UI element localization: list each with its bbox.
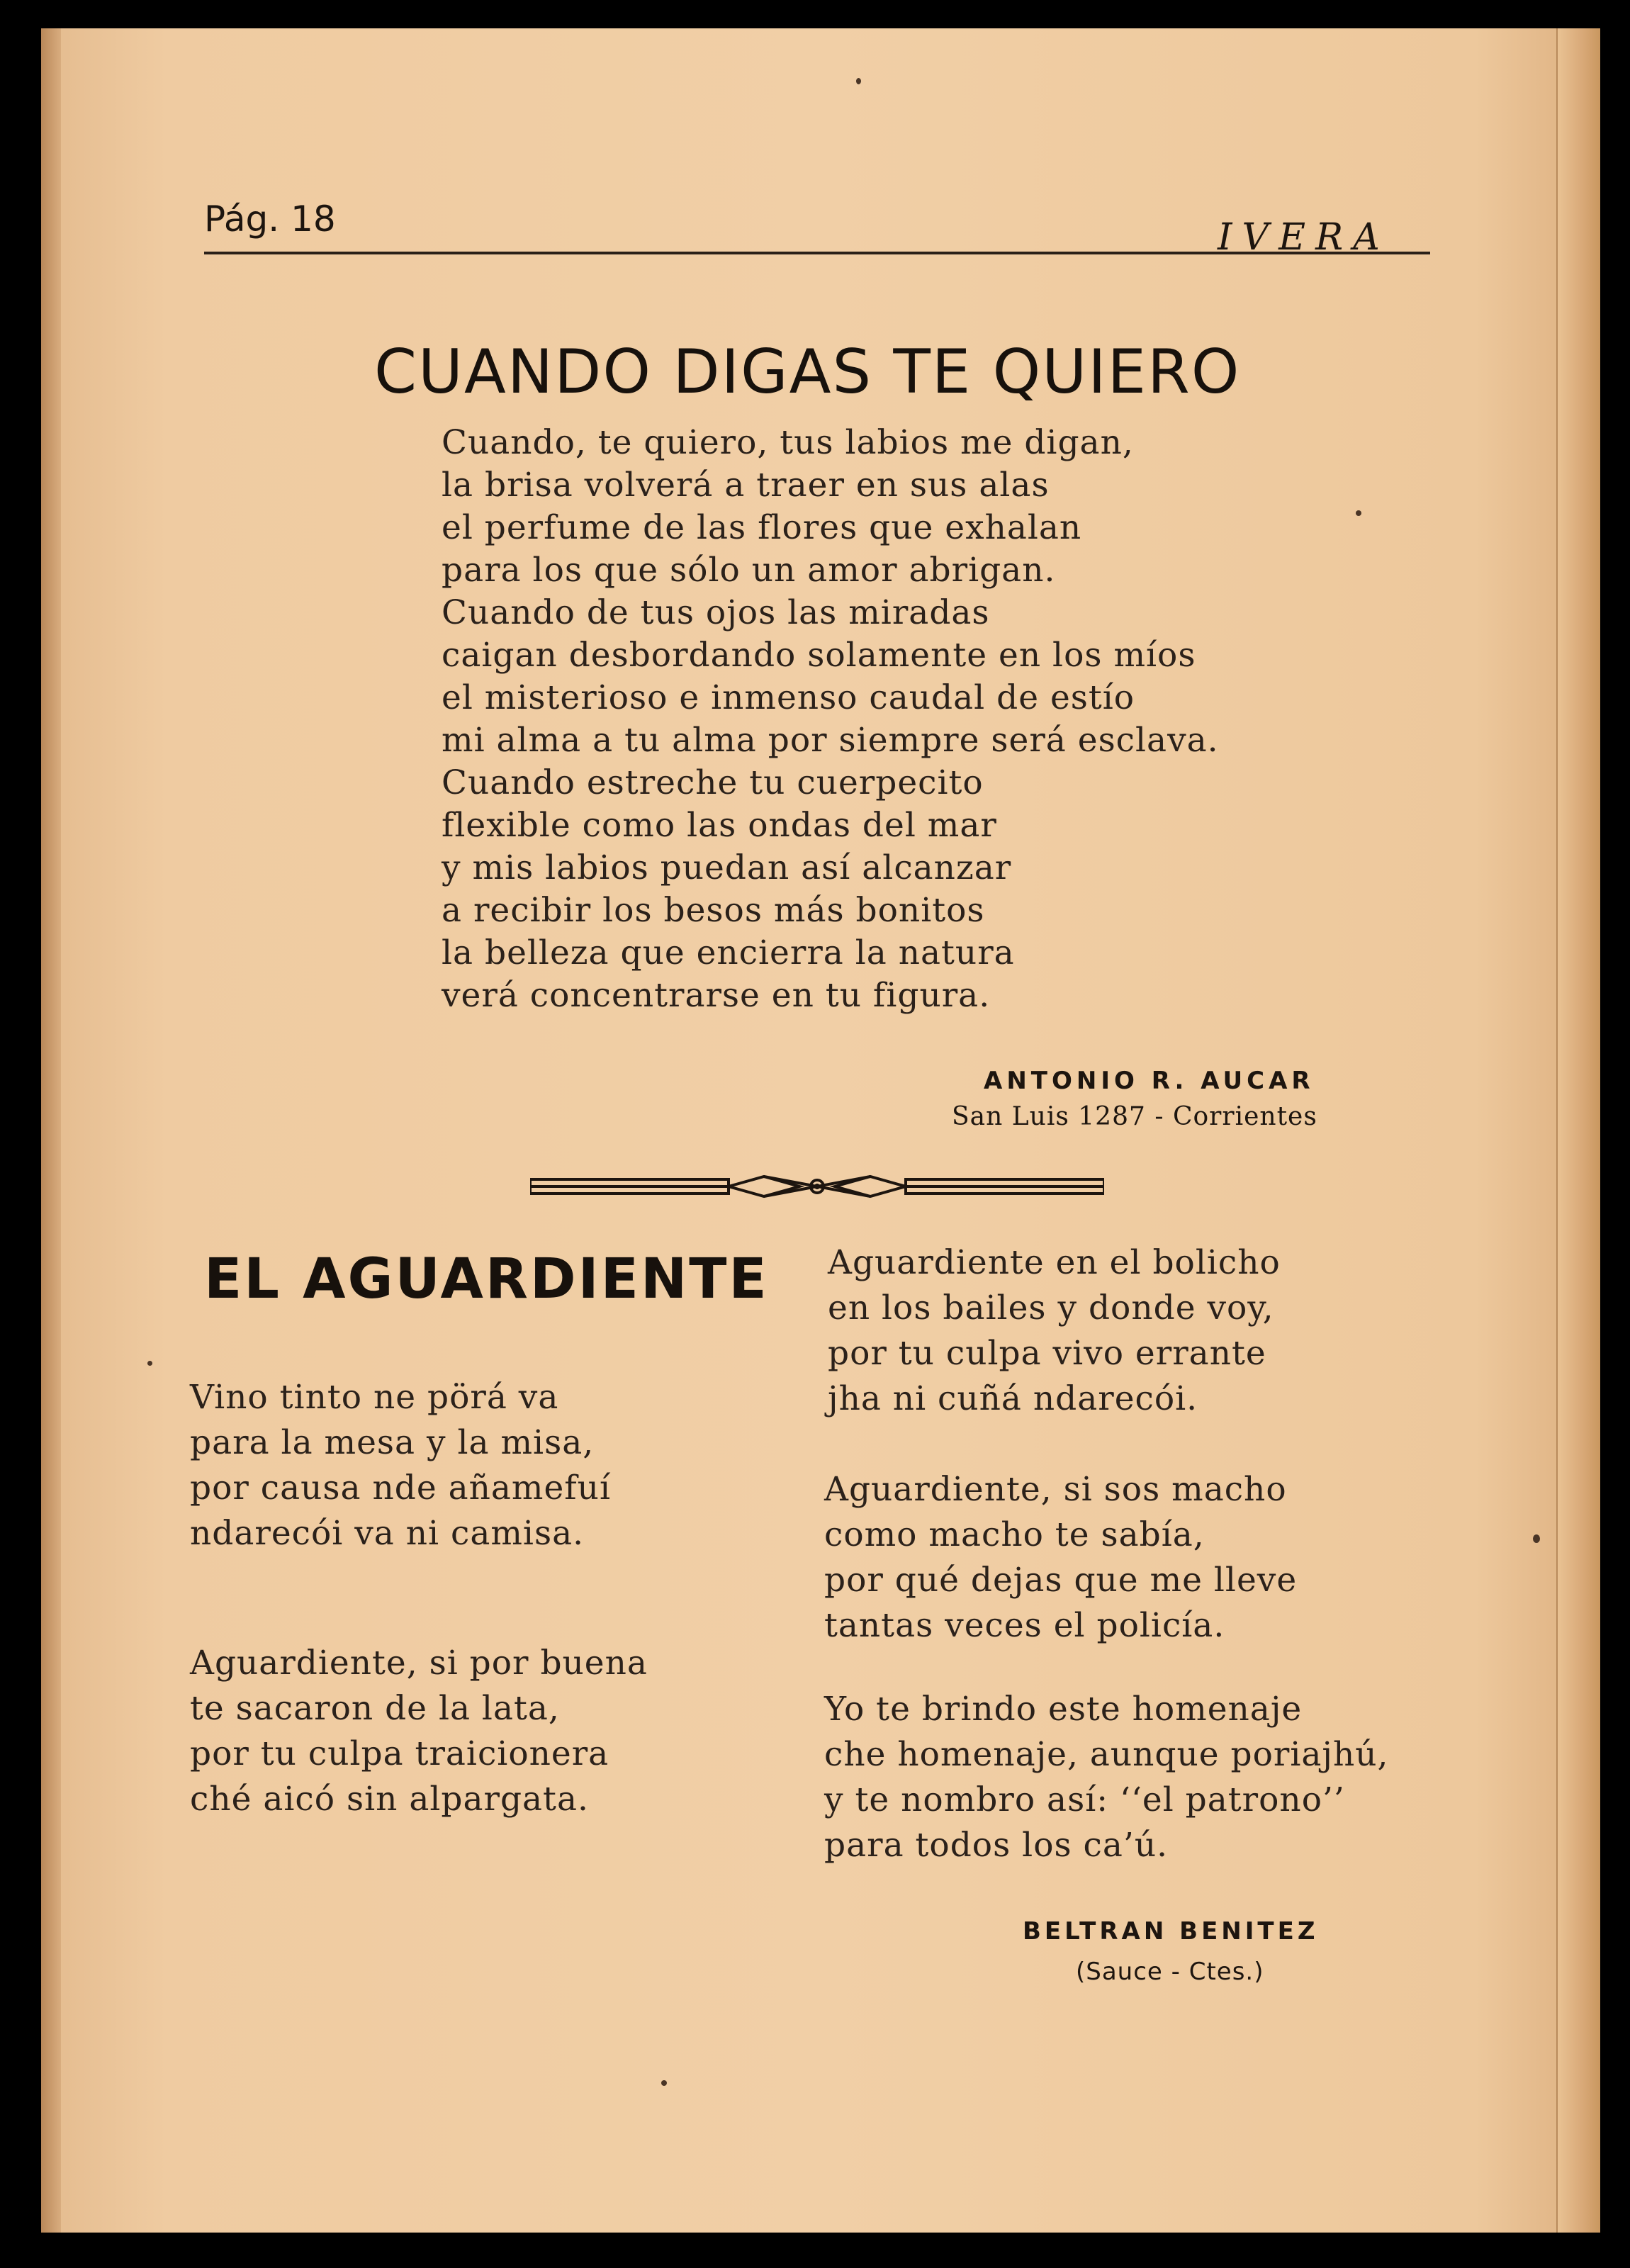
poem-body — [442, 422, 1320, 1017]
verse-line: por tu culpa traicionera — [190, 1734, 609, 1773]
magazine-name: IVERA — [1218, 216, 1390, 259]
poem-author: ANTONIO R. AUCAR — [984, 1067, 1315, 1095]
verse-line: a recibir los besos más bonitos — [442, 891, 985, 930]
verse-line: mi alma a tu alma por siempre será esclava. — [442, 721, 1219, 760]
paper-speck — [856, 78, 861, 84]
paper-speck — [661, 2080, 667, 2086]
ornamental-divider — [530, 1169, 1104, 1205]
verse-line: para la mesa y la misa, — [190, 1423, 595, 1462]
verse-line: Aguardiente en el bolicho — [828, 1243, 1281, 1282]
verse-line: ndarecói va ni camisa. — [190, 1514, 585, 1553]
verse-line: para todos los ca’ú. — [824, 1826, 1169, 1865]
paper-speck — [147, 1361, 152, 1366]
page-binding-shadow — [41, 28, 61, 2233]
verse-line: caigan desbordando solamente en los míos — [442, 636, 1196, 675]
stanza — [824, 1687, 1388, 1868]
poem-author-secondary: BELTRAN BENITEZ — [1023, 1917, 1319, 1946]
page-edge — [1556, 28, 1600, 2233]
verse-line: jha ni cuñá ndarecói. — [828, 1379, 1198, 1418]
verse-line: Cuando estreche tu cuerpecito — [442, 763, 984, 802]
verse-line: te sacaron de la lata, — [190, 1689, 560, 1728]
magazine-page — [41, 28, 1600, 2233]
stanza — [190, 1641, 648, 1822]
verse-line: por qué dejas que me lleve — [824, 1561, 1298, 1600]
verse-line: en los bailes y donde voy, — [828, 1289, 1274, 1327]
verse-line: para los que sólo un amor abrigan. — [442, 551, 1056, 590]
verse-line: Cuando de tus ojos las miradas — [442, 593, 990, 632]
verse-line: como macho te sabía, — [824, 1515, 1205, 1554]
verse-line: Vino tinto ne pörá va — [190, 1378, 559, 1417]
verse-line: flexible como las ondas del mar — [442, 806, 997, 845]
verse-line: verá concentrarse en tu figura. — [442, 976, 991, 1015]
verse-line: por tu culpa vivo errante — [828, 1334, 1266, 1373]
stanza — [824, 1467, 1297, 1649]
stanza — [190, 1375, 611, 1556]
verse-line: la belleza que encierra la natura — [442, 933, 1015, 972]
poem-title: CUANDO DIGAS TE QUIERO — [374, 337, 1241, 408]
verse-line: Aguardiente, si por buena — [190, 1644, 648, 1683]
verse-line: tantas veces el policía. — [824, 1606, 1225, 1645]
verse-line: y mis labios puedan así alcanzar — [442, 848, 1012, 887]
verse-line: el misterioso e inmenso caudal de estío — [442, 678, 1135, 717]
poem-author-location-secondary: (Sauce - Ctes.) — [1076, 1958, 1264, 1986]
paper-speck — [1356, 510, 1361, 516]
poem-title-secondary: EL AGUARDIENTE — [204, 1247, 769, 1311]
paper-speck — [1533, 1534, 1540, 1543]
verse-line: Cuando, te quiero, tus labios me digan, — [442, 423, 1134, 462]
header-rule — [204, 252, 1430, 254]
verse-line: Yo te brindo este homenaje — [824, 1690, 1303, 1729]
verse-line: por causa nde añamefuí — [190, 1469, 611, 1508]
verse-line: y te nombro así: ‘‘el patrono’’ — [824, 1780, 1345, 1819]
verse-line: ché aicó sin alpargata. — [190, 1780, 589, 1819]
verse-line: che homenaje, aunque poriajhú, — [824, 1735, 1389, 1774]
verse-line: Aguardiente, si sos macho — [824, 1470, 1287, 1509]
verse-line: la brisa volverá a traer en sus alas — [442, 466, 1050, 505]
verse-line: el perfume de las flores que exhalan — [442, 508, 1082, 547]
poem-author-location: San Luis 1287 - Corrientes — [952, 1102, 1317, 1131]
stanza — [828, 1240, 1281, 1422]
page-number: Pág. 18 — [204, 198, 336, 240]
